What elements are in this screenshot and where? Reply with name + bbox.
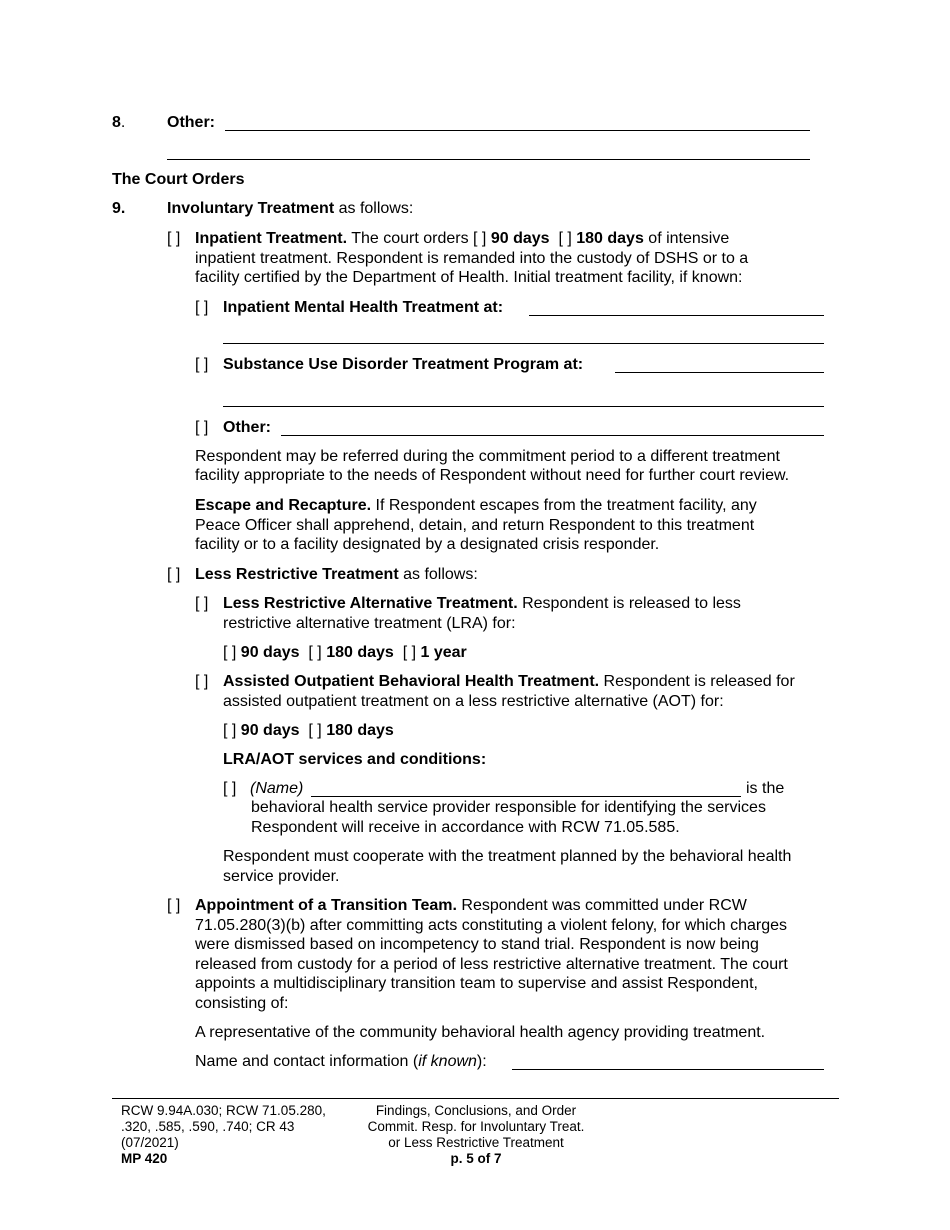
footer-title-line3: or Less Restrictive Treatment bbox=[388, 1135, 564, 1150]
escape-line2: Peace Officer shall apprehend, detain, and return Respondent to this treatment bbox=[195, 517, 755, 534]
inpatient-other-field[interactable] bbox=[281, 435, 824, 436]
item-8-label: Other: bbox=[167, 114, 215, 131]
item-8-number: 8. bbox=[112, 114, 126, 131]
sud-checkbox[interactable]: [ ] bbox=[195, 356, 209, 373]
item-9-heading: Involuntary Treatment as follows: bbox=[167, 200, 414, 217]
footer-title-line2: Commit. Resp. for Involuntary Treat. bbox=[367, 1119, 585, 1134]
lra-options: [ ] 90 days [ ] 180 days [ ] 1 year bbox=[223, 644, 467, 661]
less-restrictive-checkbox[interactable]: [ ] bbox=[167, 566, 181, 583]
footer-form-number: MP 420 bbox=[121, 1151, 168, 1166]
referral-line2: facility appropriate to the needs of Respondent without need for further court review. bbox=[195, 467, 790, 484]
transition-line3: were dismissed based on incompetency to stand trial. Respondent is now being bbox=[195, 936, 759, 953]
footer-page-number: p. 5 of 7 bbox=[450, 1151, 502, 1166]
footer-title-line1: Findings, Conclusions, and Order bbox=[375, 1103, 577, 1118]
transition-line2: 71.05.280(3)(b) after committing acts constituting a violent felony, for which charges bbox=[195, 917, 787, 934]
cooperate-line2: service provider. bbox=[223, 868, 340, 885]
lra-line2: restrictive alternative treatment (LRA) for: bbox=[223, 615, 516, 632]
sud-field[interactable] bbox=[615, 372, 824, 373]
escape-line3: facility or to a facility designated by a designated crisis responder. bbox=[195, 536, 660, 553]
mental-health-label: Inpatient Mental Health Treatment at: bbox=[223, 299, 504, 316]
aot-options: [ ] 90 days [ ] 180 days bbox=[223, 722, 394, 739]
lra-line1: Less Restrictive Alternative Treatment. Respondent is released to less bbox=[223, 595, 741, 612]
sud-label: Substance Use Disorder Treatment Program at: bbox=[223, 356, 584, 373]
inpatient-line2: inpatient treatment. Respondent is remanded into the custody of DSHS or to a bbox=[195, 250, 749, 267]
contact-field[interactable] bbox=[512, 1069, 824, 1070]
item-8-other-field[interactable] bbox=[225, 130, 810, 131]
provider-checkbox[interactable]: [ ] bbox=[223, 780, 237, 797]
lra-1yr-checkbox[interactable]: [ ] bbox=[402, 644, 417, 661]
lra-90-checkbox[interactable]: [ ] bbox=[223, 644, 237, 661]
aot-checkbox[interactable]: [ ] bbox=[195, 673, 209, 690]
item-9-number: 9. bbox=[112, 200, 126, 217]
cooperate-line1: Respondent must cooperate with the treatment planned by the behavioral health bbox=[223, 848, 792, 865]
footer-date: (07/2021) bbox=[121, 1135, 179, 1150]
services-heading: LRA/AOT services and conditions: bbox=[223, 751, 487, 768]
lra-checkbox[interactable]: [ ] bbox=[195, 595, 209, 612]
inpatient-90-checkbox[interactable]: [ ] bbox=[473, 230, 487, 247]
inpatient-line3: facility certified by the Department of Health. Initial treatment facility, if known: bbox=[195, 269, 743, 286]
escape-line1: Escape and Recapture. If Respondent escapes from the treatment facility, any bbox=[195, 497, 757, 514]
inpatient-other-label: Other: bbox=[223, 419, 271, 436]
aot-90-checkbox[interactable]: [ ] bbox=[223, 722, 237, 739]
inpatient-checkbox[interactable]: [ ] bbox=[167, 230, 181, 247]
inpatient-other-checkbox[interactable]: [ ] bbox=[195, 419, 209, 436]
court-orders-heading: The Court Orders bbox=[112, 171, 245, 188]
provider-name-field[interactable] bbox=[311, 796, 741, 797]
transition-line5: appoints a multidisciplinary transition team to supervise and assist Respondent, bbox=[195, 975, 758, 992]
mental-health-field-line2[interactable] bbox=[223, 343, 824, 344]
mental-health-field[interactable] bbox=[529, 315, 824, 316]
item-8-other-field-line2[interactable] bbox=[167, 159, 810, 160]
provider-line2: Respondent will receive in accordance with RCW 71.05.585. bbox=[251, 819, 680, 836]
provider-name-label: (Name) bbox=[250, 780, 304, 797]
transition-line6: consisting of: bbox=[195, 995, 289, 1012]
aot-line1: Assisted Outpatient Behavioral Health Treatment. Respondent is released for bbox=[223, 673, 795, 690]
transition-line4: released from custody for a period of less restrictive alternative treatment. The court bbox=[195, 956, 788, 973]
aot-180-checkbox[interactable]: [ ] bbox=[308, 722, 322, 739]
lra-180-checkbox[interactable]: [ ] bbox=[308, 644, 322, 661]
provider-name-suffix: is the bbox=[746, 780, 785, 797]
mental-health-checkbox[interactable]: [ ] bbox=[195, 299, 209, 316]
inpatient-line1: Inpatient Treatment. The court orders [ ] 90 days [ ] 180 days of intensive bbox=[195, 230, 730, 247]
contact-label: Name and contact information (if known): bbox=[195, 1053, 487, 1070]
aot-line2: assisted outpatient treatment on a less restrictive alternative (AOT) for: bbox=[223, 693, 724, 710]
sud-field-line2[interactable] bbox=[223, 406, 824, 407]
less-restrictive-heading: Less Restrictive Treatment as follows: bbox=[195, 566, 478, 583]
transition-checkbox[interactable]: [ ] bbox=[167, 897, 181, 914]
footer-rcw-line2: .320, .585, .590, .740; CR 43 bbox=[121, 1119, 295, 1134]
representative-line: A representative of the community behavioral health agency providing treatment. bbox=[195, 1024, 766, 1041]
provider-line1: behavioral health service provider responsible for identifying the services bbox=[251, 799, 766, 816]
referral-line1: Respondent may be referred during the commitment period to a different treatment bbox=[195, 448, 780, 465]
footer-divider bbox=[112, 1098, 839, 1099]
inpatient-180-checkbox[interactable]: [ ] bbox=[558, 230, 572, 247]
transition-line1: Appointment of a Transition Team. Respondent was committed under RCW bbox=[195, 897, 747, 914]
footer-rcw-line1: RCW 9.94A.030; RCW 71.05.280, bbox=[121, 1103, 326, 1118]
